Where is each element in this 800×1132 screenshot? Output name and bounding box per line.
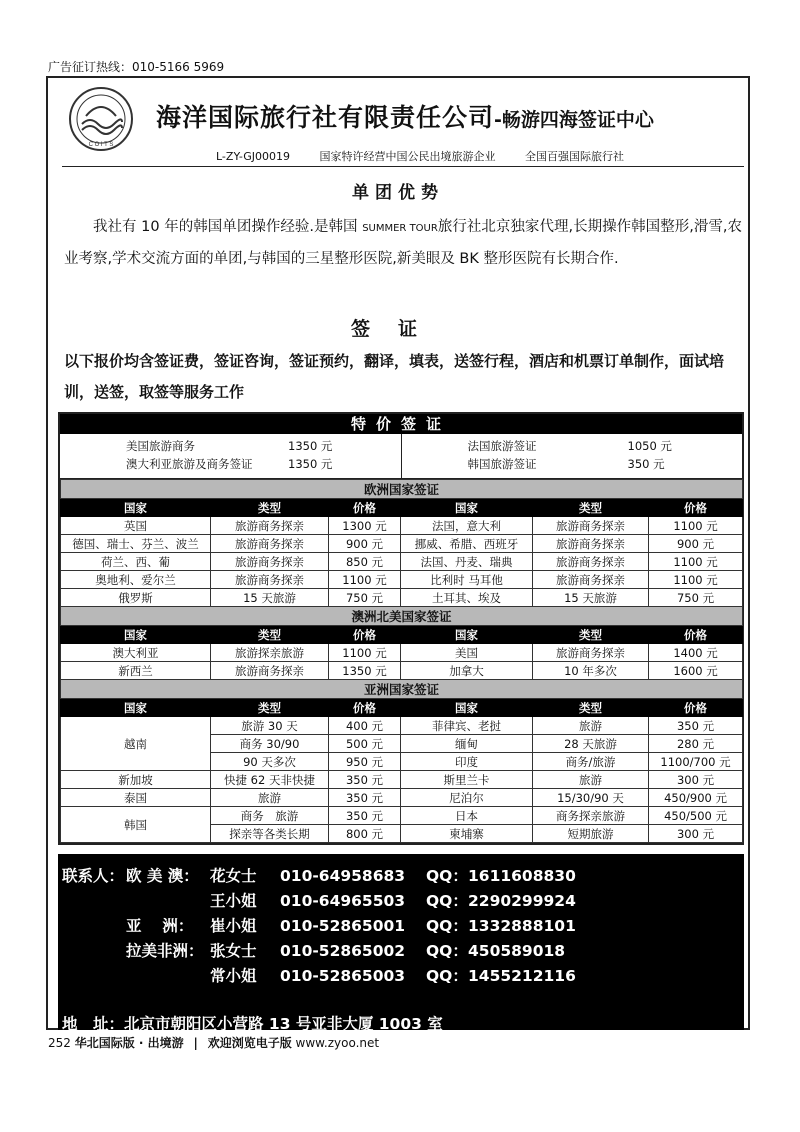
table-cell: 日本	[401, 807, 533, 825]
table-cell: 350 元	[649, 717, 743, 735]
qualification-1: 国家特许经营中国公民出境旅游企业	[319, 150, 496, 163]
table-cell: 350 元	[329, 789, 401, 807]
country-korea: 韩国	[61, 807, 211, 843]
visa-table	[60, 479, 743, 843]
contact-qq[interactable]: 1455212116	[468, 967, 576, 985]
column-header: 价格	[649, 699, 743, 717]
table-cell: 1100/700 元	[649, 753, 743, 771]
table-row	[61, 553, 743, 571]
table-cell: 1100 元	[649, 571, 743, 589]
column-header: 价格	[329, 626, 401, 644]
table-cell: 300 元	[649, 771, 743, 789]
special-left	[60, 434, 401, 478]
column-header: 价格	[649, 499, 743, 517]
logo-text: C O I T S	[88, 142, 114, 148]
table-cell: 750 元	[649, 589, 743, 607]
table-cell: 950 元	[329, 753, 401, 771]
qualification-2: 全国百强国际旅行社	[525, 150, 624, 163]
table-cell: 850 元	[329, 553, 401, 571]
company-logo	[68, 86, 134, 152]
page-number: 252	[48, 1036, 71, 1050]
table-cell: 新加坡	[61, 771, 211, 789]
table-cell: 俄罗斯	[61, 589, 211, 607]
page-footer	[48, 1034, 379, 1051]
contact-phone[interactable]: 010-52865003	[280, 967, 406, 985]
region-title: 亚洲国家签证	[61, 680, 743, 699]
table-cell: 商务 30/90	[211, 735, 329, 753]
contact-qq[interactable]: 450589018	[468, 942, 566, 960]
table-cell: 旅游商务探亲	[533, 553, 649, 571]
column-header: 国家	[401, 699, 533, 717]
table-cell: 10 年多次	[533, 662, 649, 680]
table-cell: 土耳其、埃及	[401, 589, 533, 607]
table-row	[61, 662, 743, 680]
table-cell: 德国、瑞士、芬兰、波兰	[61, 535, 211, 553]
table-cell: 500 元	[329, 735, 401, 753]
table-cell: 旅游商务探亲	[211, 662, 329, 680]
table-cell: 1100 元	[329, 571, 401, 589]
qq-label: QQ：	[426, 942, 468, 960]
intro-brand: SUMMER TOUR	[362, 223, 438, 234]
group-intro	[64, 212, 742, 274]
column-header-row	[61, 499, 743, 517]
table-cell: 加拿大	[401, 662, 533, 680]
contact-name: 花女士	[210, 867, 257, 885]
contact-label: 联系人：	[62, 867, 125, 885]
table-cell: 旅游探亲旅游	[211, 644, 329, 662]
table-cell: 15 天旅游	[211, 589, 329, 607]
column-header: 价格	[329, 499, 401, 517]
table-cell: 尼泊尔	[401, 789, 533, 807]
special-item: 法国旅游签证 1050 元	[467, 439, 672, 453]
table-cell: 法国、丹麦、瑞典	[401, 553, 533, 571]
column-header: 国家	[401, 626, 533, 644]
table-cell: 澳大利亚	[61, 644, 211, 662]
table-cell: 泰国	[61, 789, 211, 807]
ad-hotline: 广告征订热线：010-5166 5969	[48, 60, 225, 74]
table-cell: 比利时 马耳他	[401, 571, 533, 589]
table-cell: 15/30/90 天	[533, 789, 649, 807]
publication-name: 华北国际版 · 出境游	[74, 1036, 184, 1050]
region-heading-row	[61, 607, 743, 626]
table-cell: 新西兰	[61, 662, 211, 680]
column-header: 类型	[533, 499, 649, 517]
table-cell: 商务/旅游	[533, 753, 649, 771]
special-item: 澳大利亚旅游及商务签证 1350 元	[126, 457, 333, 471]
column-header: 类型	[211, 626, 329, 644]
license-number: L-ZY-GJ00019	[216, 150, 290, 163]
contact-name: 张女士	[210, 942, 257, 960]
contact-region: 欧 美 澳：	[126, 867, 199, 885]
table-cell: 旅游	[533, 771, 649, 789]
table-cell: 旅游商务探亲	[211, 553, 329, 571]
contact-phone[interactable]: 010-64965503	[280, 892, 406, 910]
table-cell: 350 元	[329, 771, 401, 789]
table-cell: 1100 元	[649, 553, 743, 571]
table-cell: 900 元	[649, 535, 743, 553]
visa-description: 以下报价均含签证费，签证咨询，签证预约，翻译，填表，送签行程，酒店和机票订单制作，面试培训，送签，取签等服务工作	[64, 352, 725, 401]
table-row	[61, 517, 743, 535]
region-heading-row	[61, 480, 743, 499]
special-visa-heading: 特价签证	[60, 414, 742, 434]
region-title: 澳洲北美国家签证	[61, 607, 743, 626]
visa-section-title: 签证	[350, 318, 445, 340]
table-cell: 旅游	[211, 789, 329, 807]
column-header: 类型	[211, 699, 329, 717]
address-text: 北京市朝阳区小营路 13 号亚非大厦 1003 室	[124, 1015, 443, 1033]
table-cell: 450/900 元	[649, 789, 743, 807]
contact-region: 拉美非洲：	[126, 942, 204, 960]
qq-label: QQ：	[426, 917, 468, 935]
contact-qq[interactable]: 2290299924	[468, 892, 576, 910]
contact-phone[interactable]: 010-64958683	[280, 867, 406, 885]
qq-label: QQ：	[426, 967, 468, 985]
table-cell: 旅游商务探亲	[533, 644, 649, 662]
table-cell: 1300 元	[329, 517, 401, 535]
table-cell: 800 元	[329, 825, 401, 843]
address-line	[62, 1012, 443, 1034]
table-cell: 750 元	[329, 589, 401, 607]
special-item: 韩国旅游签证 350 元	[467, 457, 665, 471]
column-header-row	[61, 699, 743, 717]
table-cell: 1100 元	[649, 517, 743, 535]
qq-label: QQ：	[426, 892, 468, 910]
column-header: 国家	[401, 499, 533, 517]
column-header: 类型	[533, 699, 649, 717]
table-cell: 1100 元	[329, 644, 401, 662]
contact-phone[interactable]: 010-52865001	[280, 917, 406, 935]
intro-text-b: 旅行社北京独家代理,长期操作韩国整形,滑雪,农业考察,学术交流方面的单团,与韩国的三星整形医院,新美眼及 BK 整形医院有长期合作.	[64, 219, 742, 267]
table-cell: 探亲等各类长期	[211, 825, 329, 843]
table-row	[61, 771, 743, 789]
table-cell: 商务探亲旅游	[533, 807, 649, 825]
visa-price-table	[58, 412, 744, 845]
table-cell: 短期旅游	[533, 825, 649, 843]
contact-name: 崔小姐	[210, 917, 257, 935]
table-cell: 缅甸	[401, 735, 533, 753]
special-visa-box	[60, 434, 742, 479]
table-row	[61, 571, 743, 589]
column-header: 类型	[533, 626, 649, 644]
table-cell: 柬埔寨	[401, 825, 533, 843]
header-divider	[62, 166, 744, 167]
table-cell: 90 天多次	[211, 753, 329, 771]
table-cell: 旅游商务探亲	[211, 535, 329, 553]
table-cell: 1350 元	[329, 662, 401, 680]
table-cell: 商务 旅游	[211, 807, 329, 825]
footer-slogan: 欢迎浏览电子版	[207, 1036, 292, 1050]
table-cell: 300 元	[649, 825, 743, 843]
region-heading-row	[61, 680, 743, 699]
table-cell: 印度	[401, 753, 533, 771]
column-header: 国家	[61, 499, 211, 517]
table-cell: 400 元	[329, 717, 401, 735]
table-cell: 快捷 62 天非快捷	[211, 771, 329, 789]
table-cell: 350 元	[329, 807, 401, 825]
table-row	[61, 807, 743, 825]
table-row	[61, 789, 743, 807]
table-cell: 280 元	[649, 735, 743, 753]
column-header: 价格	[649, 626, 743, 644]
table-cell: 900 元	[329, 535, 401, 553]
intro-text-a: 我社有 10 年的韩国单团操作经验.是韩国	[93, 219, 363, 235]
company-name-suffix: -畅游四海签证中心	[494, 109, 654, 131]
table-cell: 挪威、希腊、西班牙	[401, 535, 533, 553]
table-row	[61, 644, 743, 662]
column-header: 国家	[61, 626, 211, 644]
ad-frame	[46, 76, 750, 1033]
country-vietnam: 越南	[61, 717, 211, 771]
table-cell: 菲律宾、老挝	[401, 717, 533, 735]
company-meta	[216, 148, 650, 164]
table-cell: 1400 元	[649, 644, 743, 662]
qq-label: QQ：	[426, 867, 468, 885]
table-cell: 荷兰、西、葡	[61, 553, 211, 571]
special-right	[401, 434, 743, 478]
footer-separator: |	[193, 1036, 198, 1050]
table-cell: 奥地利、爱尔兰	[61, 571, 211, 589]
company-name-main: 海洋国际旅行社有限责任公司	[156, 103, 495, 132]
column-header: 国家	[61, 699, 211, 717]
contact-panel	[58, 854, 744, 1033]
column-header: 类型	[211, 499, 329, 517]
special-item: 美国旅游商务 1350 元	[126, 439, 333, 453]
contact-qq[interactable]: 1611608830	[468, 867, 576, 885]
table-cell: 斯里兰卡	[401, 771, 533, 789]
contact-name: 王小姐	[210, 892, 257, 910]
contact-name: 常小姐	[210, 967, 257, 985]
address-label: 地 址：	[62, 1015, 125, 1033]
table-row	[61, 717, 743, 735]
table-cell: 英国	[61, 517, 211, 535]
table-cell: 旅游	[533, 717, 649, 735]
contact-phone[interactable]: 010-52865002	[280, 942, 406, 960]
table-cell: 15 天旅游	[533, 589, 649, 607]
table-cell: 旅游商务探亲	[211, 571, 329, 589]
footer-url[interactable]: www.zyoo.net	[295, 1036, 380, 1050]
table-cell: 法国，意大利	[401, 517, 533, 535]
table-cell: 旅游 30 天	[211, 717, 329, 735]
table-cell: 旅游商务探亲	[533, 535, 649, 553]
table-cell: 1600 元	[649, 662, 743, 680]
table-cell: 旅游商务探亲	[533, 517, 649, 535]
table-cell: 旅游商务探亲	[211, 517, 329, 535]
contact-qq[interactable]: 1332888101	[468, 917, 576, 935]
table-cell: 美国	[401, 644, 533, 662]
column-header: 价格	[329, 699, 401, 717]
company-name	[156, 98, 654, 134]
table-cell: 旅游商务探亲	[533, 571, 649, 589]
table-row	[61, 535, 743, 553]
region-title: 欧洲国家签证	[61, 480, 743, 499]
group-section-title: 单团优势	[352, 183, 444, 203]
table-cell: 450/500 元	[649, 807, 743, 825]
column-header-row	[61, 626, 743, 644]
table-cell: 28 天旅游	[533, 735, 649, 753]
contact-region: 亚 洲：	[126, 917, 194, 935]
table-row	[61, 589, 743, 607]
